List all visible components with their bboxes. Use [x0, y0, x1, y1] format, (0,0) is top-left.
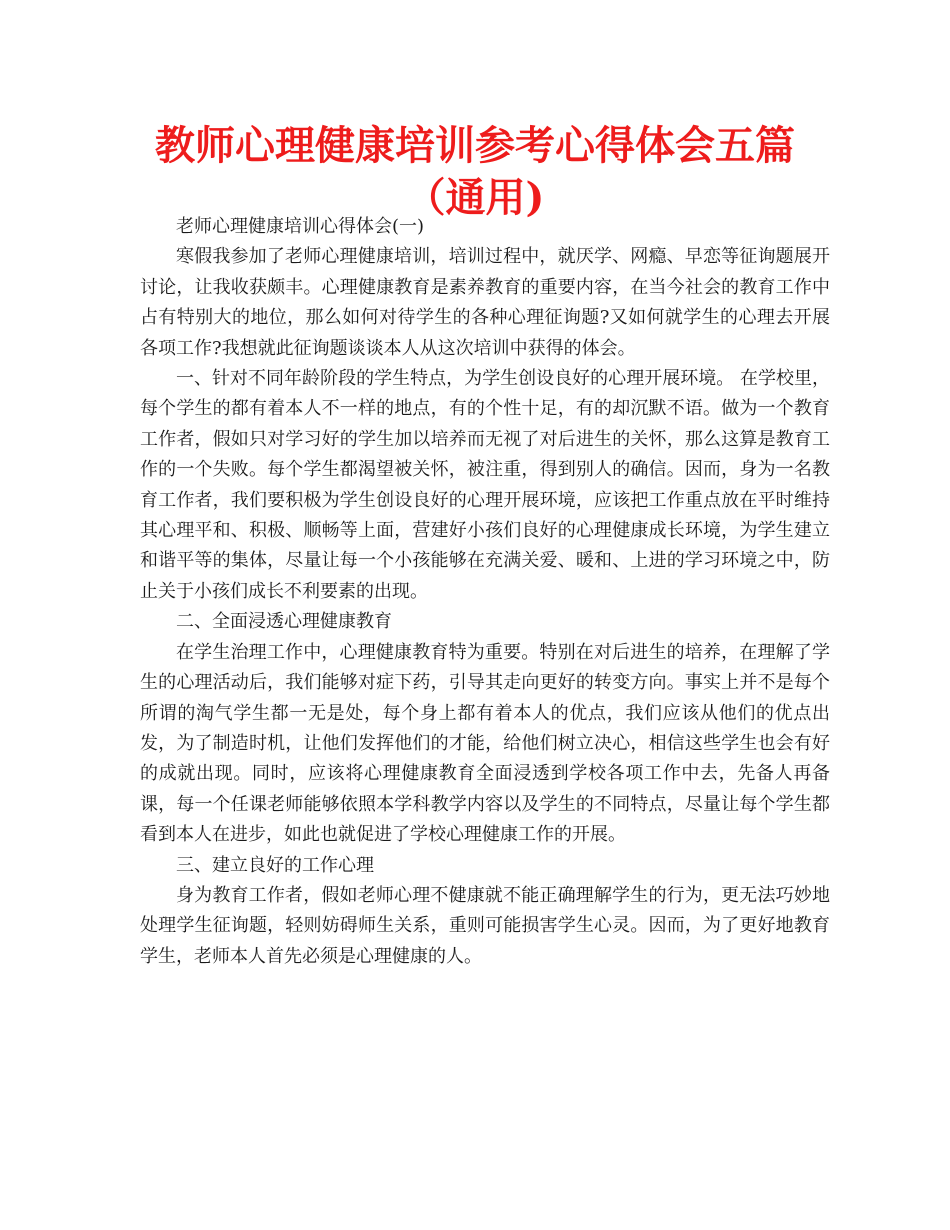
paragraph-intro: 寒假我参加了老师心理健康培训，培训过程中，就厌学、网瘾、早恋等征询题展开讨论，让我收获颇丰。心理健康教育是素养教育的重要内容，在当今社会的教育工作中占有特别大的地位，那么如何对待学生的各种心理征询题?又如何就学生的心理去开展各项工作?我想就此征询题谈谈本人从这次培训中获得的体会。: [140, 246, 830, 359]
paragraph-point-1: 一、针对不同年龄阶段的学生特点，为学生创设良好的心理开展环境。 在学校里，每个学生的都有着本人不一样的地点，有的个性十足，有的却沉默不语。做为一个教育工作者，假如只对学习好的学生加以培养而无视了对后进生的关怀，那么这算是教育工作的一个失败。每个学生都渴望被关怀，被注重，得到别人的确信。因而，身为一名教育工作者，我们要积极为学生创设良好的心理开展环境，应该把工作重点放在平时维持其心理平和、积极、顺畅等上面，营建好小孩们良好的心理健康成长环境，为学生建立和谐平等的集体，尽量让每一个小孩能够在充满关爱、暖和、上进的学习环境之中，防止关于小孩们成长不利要素的出现。: [140, 368, 830, 602]
document-title: 教师心理健康培训参考心得体会五篇（通用): [155, 122, 795, 221]
section-heading-3: 三、建立良好的工作心理: [176, 854, 374, 876]
paragraph-point-3: 身为教育工作者，假如老师心理不健康就不能正确理解学生的行为，更无法巧妙地处理学生征询题，轻则妨碍师生关系，重则可能损害学生心灵。因而，为了更好地教育学生，老师本人首先必须是心理健康的人。: [140, 884, 830, 967]
section-heading-1: 老师心理健康培训心得体会(一): [176, 216, 425, 237]
paragraph-point-2: 在学生治理工作中，心理健康教育特为重要。特别在对后进生的培养，在理解了学生的心理活动后，我们能够对症下药，引导其走向更好的转变方向。事实上并不是每个所谓的淘气学生都一无是处，每个身上都有着本人的优点，我们应该从他们的优点出发，为了制造时机，让他们发挥他们的才能，给他们树立决心，相信这些学生也会有好的成就出现。同时，应该将心理健康教育全面浸透到学校各项工作中去，先备人再备课，每一个任课老师能够依照本学科教学内容以及学生的不同特点，尽量让每个学生都看到本人在进步，如此也就促进了学校心理健康工作的开展。: [140, 641, 830, 846]
document-body: [140, 212, 830, 972]
section-heading-2: 二、全面浸透心理健康教育: [176, 611, 392, 633]
